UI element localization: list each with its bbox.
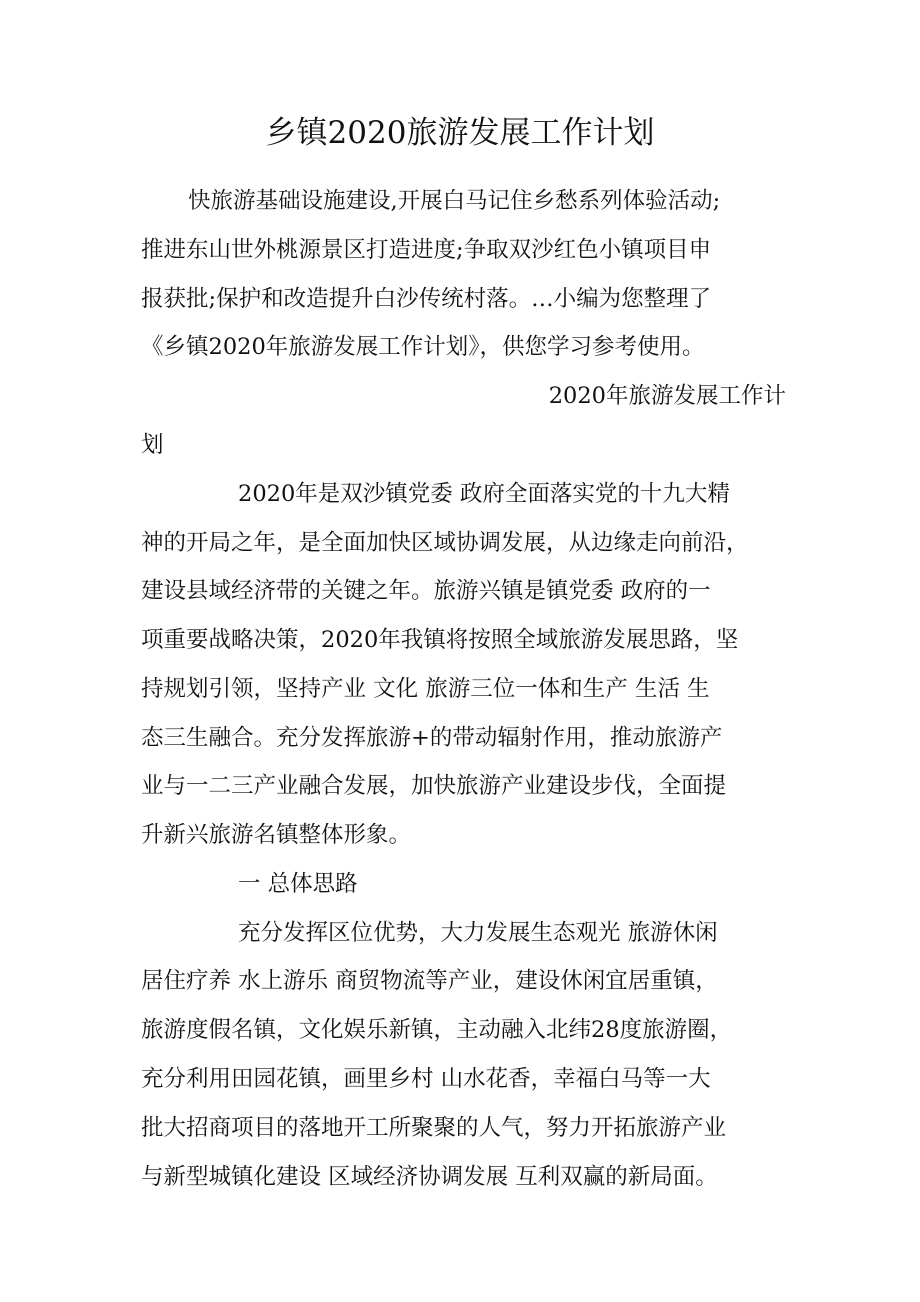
document-title: 乡镇2020旅游发展工作计划 bbox=[265, 115, 655, 151]
paragraph-line: 居住疗养 水上游乐 商贸物流等产业，建设休闲宜居重镇， bbox=[141, 968, 718, 994]
subtitle-line: 划 bbox=[141, 432, 164, 458]
paragraph-line: 2020年是双沙镇党委 政府全面落实党的十九大精 bbox=[238, 481, 730, 507]
intro-line: 快旅游基础设施建设,开展白马记住乡愁系列体验活动; bbox=[188, 188, 721, 214]
paragraph-line: 持规划引领，坚持产业 文化 旅游三位一体和生产 生活 生 bbox=[141, 676, 710, 702]
paragraph-line: 升新兴旅游名镇整体形象。 bbox=[141, 822, 412, 848]
paragraph-line: 建设县域经济带的关键之年。旅游兴镇是镇党委 政府的一 bbox=[141, 578, 711, 604]
paragraph-line: 与新型城镇化建设 区域经济协调发展 互利双赢的新局面。 bbox=[141, 1164, 718, 1190]
subtitle-line: 2020年旅游发展工作计 bbox=[548, 383, 786, 409]
paragraph-line: 批大招商项目的落地开工所聚聚的人气，努力开拓旅游产业 bbox=[141, 1115, 727, 1141]
section-heading: 一 总体思路 bbox=[238, 871, 358, 897]
paragraph-line: 旅游度假名镇，文化娱乐新镇，主动融入北纬28度旅游圈， bbox=[141, 1017, 733, 1043]
intro-line: 推进东山世外桃源景区打造进度;争取双沙红色小镇项目申 bbox=[141, 237, 712, 263]
paragraph-line: 充分发挥区位优势，大力发展生态观光 旅游休闲 bbox=[238, 920, 718, 946]
intro-line: 《乡镇2020年旅游发展工作计划》，供您学习参考使用。 bbox=[141, 334, 705, 360]
intro-line: 报获批;保护和改造提升白沙传统村落。…小编为您整理了 bbox=[141, 286, 712, 312]
paragraph-line: 神的开局之年，是全面加快区域协调发展，从边缘走向前沿， bbox=[141, 530, 749, 556]
paragraph-line: 项重要战略决策，2020年我镇将按照全域旅游发展思路，坚 bbox=[141, 627, 739, 653]
paragraph-line: 业与一二三产业融合发展，加快旅游产业建设步伐，全面提 bbox=[141, 773, 727, 799]
paragraph-line: 态三生融合。充分发挥旅游+的带动辐射作用，推动旅游产 bbox=[141, 725, 723, 751]
paragraph-line: 充分利用田园花镇，画里乡村 山水花香，幸福白马等一大 bbox=[141, 1066, 711, 1092]
